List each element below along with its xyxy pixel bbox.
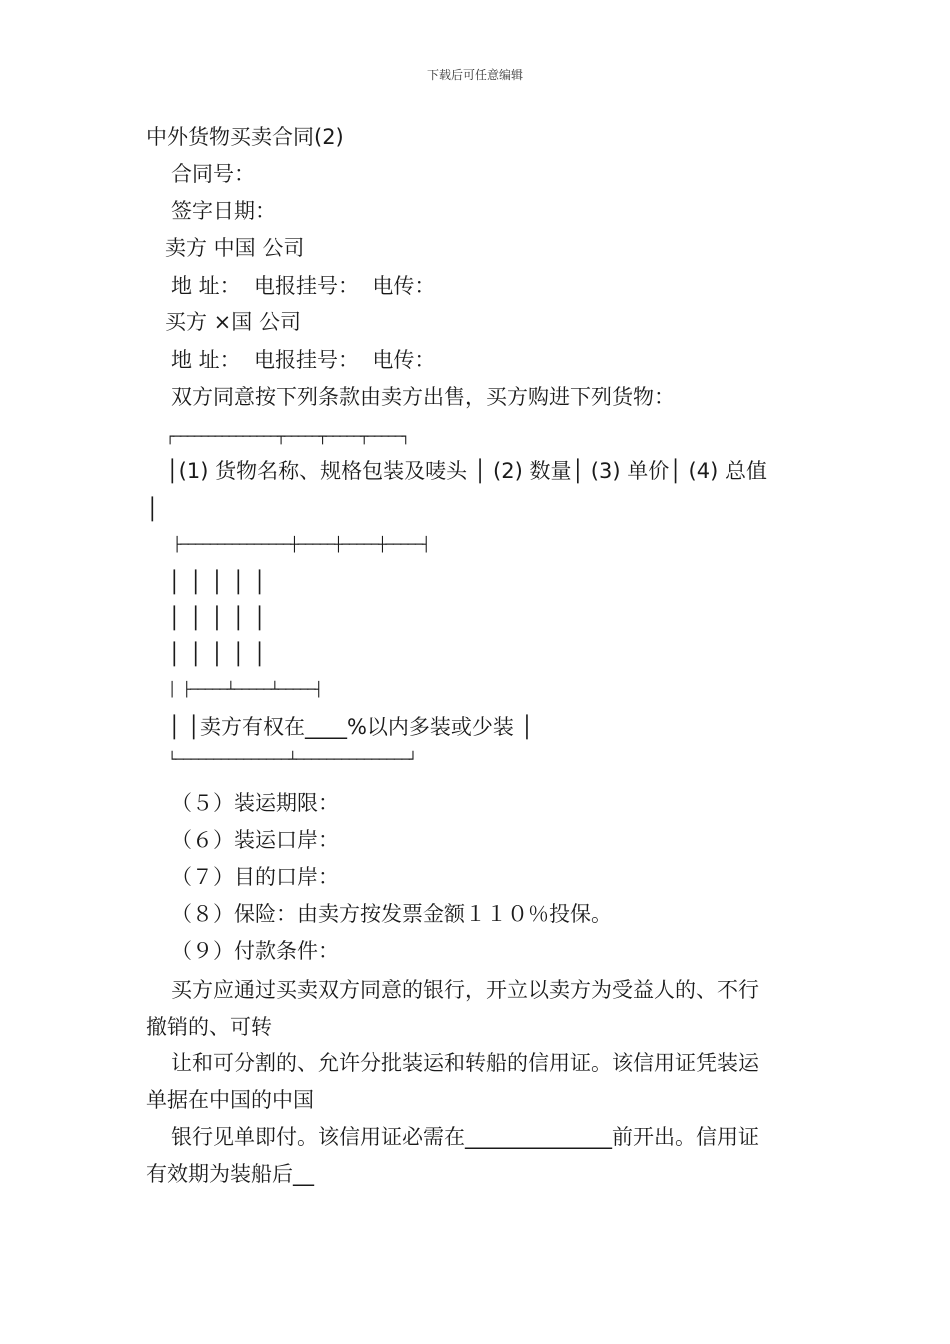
contract-number-label: 合同号： [171,162,255,186]
payment-paragraph-line: 单据在中国的中国 [146,1088,314,1112]
clause-payment-terms: （９）付款条件： [171,939,339,963]
clause-shipment-time: （５）装运期限： [171,791,339,815]
payment-paragraph-line: 银行见单即付。该信用证必需在______________前开出。信用证 [171,1125,759,1149]
table-bottom-border: └───────────────┴───────────────┘ [168,752,417,768]
clause-loading-port: （６）装运口岸： [171,828,339,852]
table-header-row: │(1) 货物名称、规格包装及唛头 │ (2) 数量│ (3) 单价│ (4) 总值 [166,459,767,483]
clause-insurance: （８）保险：由卖方按发票金额１１０％投保。 [171,902,612,926]
header-note: 下载后可任意编辑 [426,68,523,82]
table-header-row-tail: │ [146,497,159,521]
payment-paragraph-line: 有效期为装船后__ [146,1162,314,1186]
table-empty-row: │ │ │ │ │ [168,606,266,630]
table-empty-row: │ │ │ │ │ [168,570,266,594]
seller-line: 卖方 中国 公司 [165,236,305,260]
intro-line: 双方同意按下列条款由卖方出售，买方购进下列货物： [171,385,675,409]
buyer-line: 买方 ×国 公司 [165,310,301,334]
payment-paragraph-line: 让和可分割的、允许分批装运和转船的信用证。该信用证凭装运 [171,1051,759,1075]
table-empty-row: │ │ │ │ │ [168,642,266,666]
table-divider: ├───────────────┼─────┼─────┼─────┤ [173,537,430,553]
table-tolerance-row: │ │卖方有权在____%以内多装或少装 │ [168,715,534,739]
document-title: 中外货物买卖合同(2) [146,125,344,149]
table-sub-divider: │ ├─────┴─────┴─────┤ [168,682,322,698]
buyer-address-line: 地 址： 电报挂号： 电传： [171,348,436,372]
payment-paragraph-line: 撤销的、可转 [146,1015,272,1039]
sign-date-label: 签字日期： [171,199,276,223]
clause-destination-port: （７）目的口岸： [171,865,339,889]
table-top-border: ┌───────────────┬─────┬─────┬─────┐ [166,429,409,445]
payment-paragraph-line: 买方应通过买卖双方同意的银行，开立以卖方为受益人的、不行 [171,978,759,1002]
seller-address-line: 地 址： 电报挂号： 电传： [171,274,436,298]
